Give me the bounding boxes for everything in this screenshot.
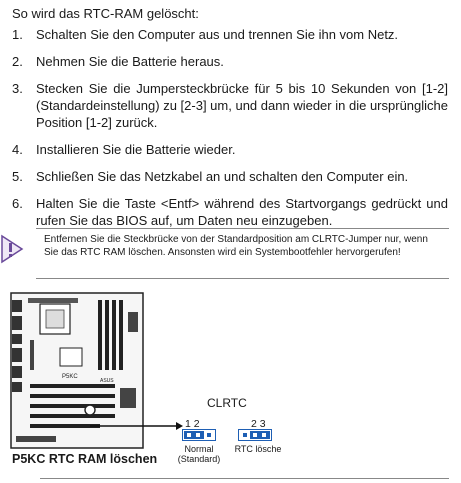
jumper-title: CLRTC — [207, 396, 247, 410]
step-text: Schalten Sie den Computer aus und trennen Sie ihn vom Netz. — [36, 27, 399, 42]
step-text: Halten Sie die Taste <Entf> während des Startvorgangs gedrückt und rufen Sie das BIOS auf, um Daten neu einzugeben. — [36, 196, 448, 228]
step-text: Installieren Sie die Batterie wieder. — [36, 142, 236, 157]
clear-label: RTC lösche — [234, 444, 282, 454]
brand-label: ASUS — [100, 378, 114, 384]
jumper-clear — [238, 429, 272, 441]
normal-label-line1: Normal — [184, 444, 214, 454]
normal-label — [172, 444, 226, 464]
board-label: P5KC — [62, 374, 78, 380]
step-text: Schließen Sie das Netzkabel an und schalten den Computer ein. — [36, 169, 409, 184]
diagram-caption: P5KC RTC RAM löschen — [12, 452, 158, 466]
step-number: 3. — [12, 81, 23, 96]
normal-label-line2: (Standard) — [177, 454, 221, 464]
step-text: Stecken Sie die Jumpersteckbrücke für 5 bis 10 Sekunden von [1-2] (Standardeinstellung) zu [2-3] um, und dann wieder in die ursprüngliche Position [1-2] zurück. — [36, 81, 448, 130]
step-number: 5. — [12, 169, 23, 184]
step-number: 6. — [12, 196, 23, 211]
jumper-normal — [182, 429, 216, 441]
step-text: Nehmen Sie die Batterie heraus. — [36, 54, 224, 69]
step-number: 4. — [12, 142, 23, 157]
intro-text: So wird das RTC-RAM gelöscht: — [12, 6, 199, 21]
warning-text: Entfernen Sie die Steckbrücke von der Standardposition am CLRTC-Jumper nur, wenn Sie das RTC RAM löschen. Ansonsten wird ein Systembootfehler hervorgerufen! — [44, 234, 428, 258]
pin-numbers-normal: 1 2 — [185, 418, 200, 430]
pin-numbers-clear: 2 3 — [251, 418, 266, 430]
divider — [40, 478, 449, 479]
step-number: 2. — [12, 54, 23, 69]
step-number: 1. — [12, 27, 23, 42]
